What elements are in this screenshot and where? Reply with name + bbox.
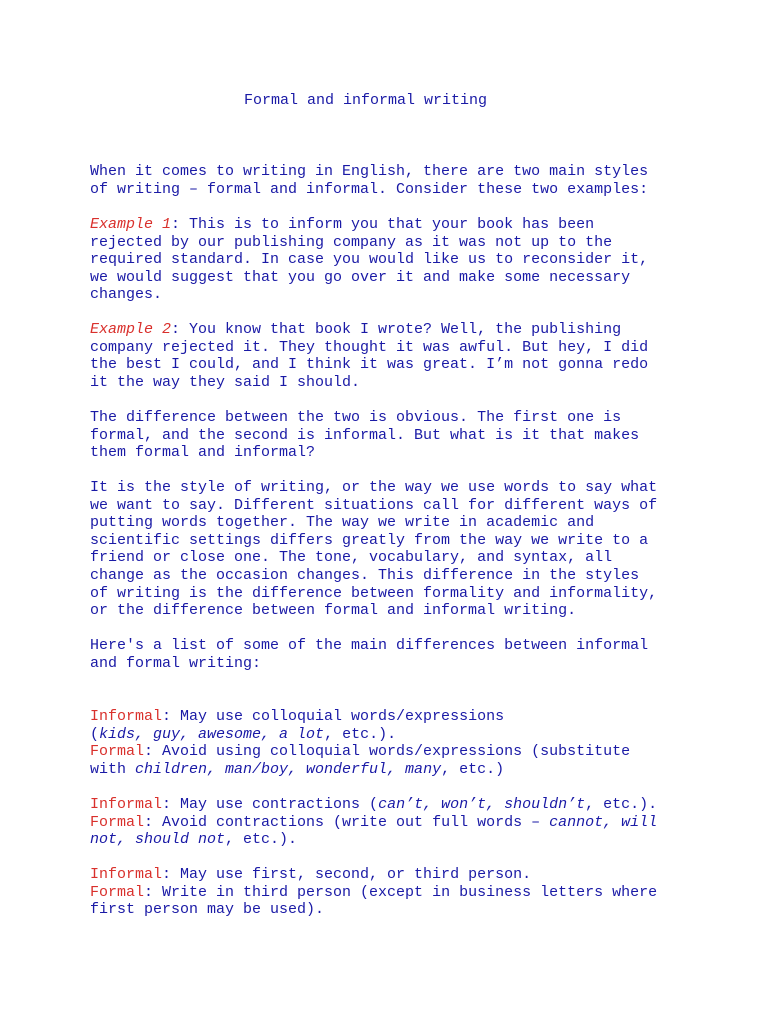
- formal-text: : Write in third person (except in business letters where: [144, 883, 658, 901]
- intro-paragraph: [90, 163, 648, 198]
- informal-examples: can’t, won’t, shouldn’t: [378, 796, 586, 813]
- intro-line: of writing – formal and informal. Consider these two examples:: [90, 180, 649, 198]
- example-2-label: Example 2: [90, 321, 172, 338]
- style-line: of writing is the difference between formality and informality,: [90, 584, 658, 602]
- style-line: or the difference between formal and informal writing.: [90, 602, 577, 620]
- formal-with: with: [90, 760, 136, 778]
- informal-label: Informal: [90, 708, 163, 725]
- style-line: change as the occasion changes. This difference in the styles: [90, 566, 640, 584]
- example-1-paragraph: [90, 216, 648, 304]
- style-line: scientific settings differs greatly from the way we write to a: [90, 531, 649, 549]
- example-2-paragraph: [90, 321, 648, 391]
- formal-label: Formal: [90, 743, 145, 761]
- example-2-line: : You know that book I wrote? Well, the publishing: [171, 321, 622, 338]
- difference-item-contractions: [90, 796, 657, 849]
- example-1-label: Example 1: [90, 216, 172, 233]
- example-2-line: the best I could, and I think it was great. I’m not gonna redo: [90, 356, 649, 374]
- informal-text: : May use contractions (: [162, 796, 379, 813]
- example-1-line: required standard. In case you would like us to reconsider it,: [90, 251, 649, 269]
- formal-examples: cannot, will: [549, 813, 658, 831]
- informal-open: (: [90, 725, 100, 743]
- example-1-line: we would suggest that you go over it and make some necessary: [90, 268, 631, 286]
- document-title: Formal and informal writing: [244, 92, 488, 109]
- formal-label: Formal: [90, 883, 145, 901]
- informal-label: Informal: [90, 796, 163, 813]
- formal-text: first person may be used).: [90, 901, 325, 919]
- example-2-line: company rejected it. They thought it was awful. But hey, I did: [90, 338, 649, 356]
- style-line: friend or close one. The tone, vocabulary, and syntax, all: [90, 549, 613, 567]
- formal-close: , etc.): [441, 760, 505, 778]
- style-paragraph: [90, 479, 657, 620]
- informal-label: Informal: [90, 866, 163, 883]
- difference-line: The difference between the two is obvious. The first one is: [90, 409, 622, 426]
- formal-examples: children, man/boy, wonderful, many: [135, 760, 442, 778]
- style-line: It is the style of writing, or the way we use words to say what: [90, 479, 658, 496]
- informal-close: , etc.).: [324, 725, 397, 743]
- style-line: putting words together. The way we write in academic and: [90, 514, 595, 532]
- difference-item-colloquial: [90, 708, 630, 778]
- list-intro-line: Here's a list of some of the main differences between informal: [90, 637, 649, 654]
- intro-line: When it comes to writing in English, there are two main styles: [90, 163, 649, 180]
- formal-examples: not, should not: [90, 831, 226, 849]
- formal-close: , etc.).: [225, 831, 298, 849]
- difference-paragraph: [90, 409, 639, 462]
- formal-text: : Avoid using colloquial words/expressions (substitute: [144, 743, 631, 761]
- formal-label: Formal: [90, 813, 145, 831]
- example-1-line: changes.: [90, 286, 163, 304]
- difference-item-person: [90, 866, 657, 919]
- example-2-line: it the way they said I should.: [90, 373, 361, 391]
- informal-text: : May use first, second, or third person.: [162, 866, 532, 883]
- difference-line: formal, and the second is informal. But what is it that makes: [90, 426, 640, 444]
- informal-close: , etc.).: [585, 796, 658, 813]
- example-1-line: : This is to inform you that your book has been: [171, 216, 595, 233]
- formal-text: : Avoid contractions (write out full words –: [144, 813, 550, 831]
- style-line: we want to say. Different situations call for different ways of: [90, 496, 658, 514]
- difference-line: them formal and informal?: [90, 444, 316, 462]
- example-1-line: rejected by our publishing company as it was not up to the: [90, 233, 613, 251]
- informal-examples: kids, guy, awesome, a lot: [99, 725, 325, 743]
- list-intro-paragraph: [90, 637, 648, 672]
- informal-text: : May use colloquial words/expressions: [162, 708, 505, 725]
- list-intro-line: and formal writing:: [90, 654, 262, 672]
